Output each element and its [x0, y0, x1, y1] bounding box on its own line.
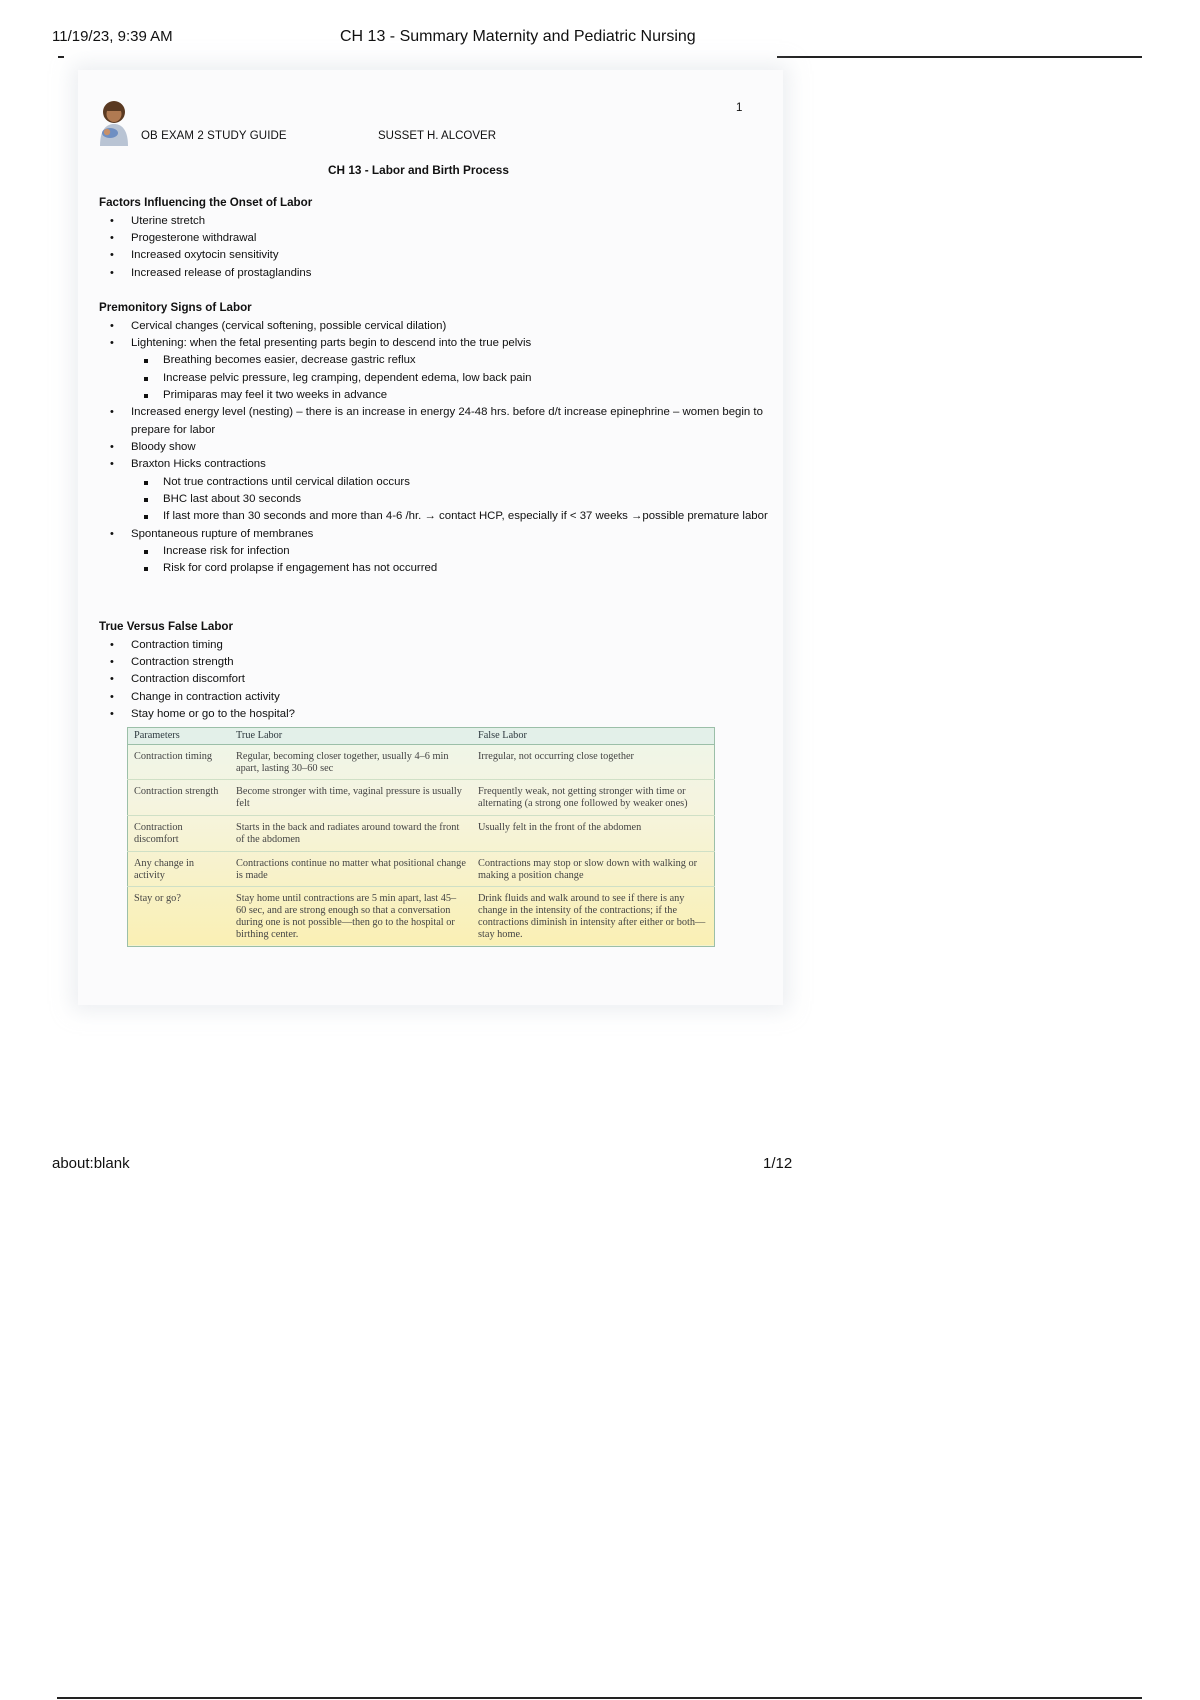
sub-list-item: Increase pelvic pressure, leg cramping, dependent edema, low back pain [131, 370, 779, 387]
table-row [128, 887, 715, 946]
list-item: • Bloody show [99, 439, 779, 456]
table-row [128, 780, 715, 816]
author-name: SUSSET H. ALCOVER [378, 130, 497, 142]
footer-rule [57, 1697, 1142, 1699]
document-page-number: 1 [736, 102, 743, 114]
guide-name: OB EXAM 2 STUDY GUIDE [141, 130, 287, 142]
labor-comparison-table [127, 727, 715, 947]
table-row [128, 816, 715, 852]
print-datetime: 11/19/23, 9:39 AM [52, 28, 173, 45]
table-cell: Irregular, not occurring close together [472, 744, 715, 780]
table-row [128, 744, 715, 780]
list-item [99, 526, 779, 578]
table-cell: Become stronger with time, vaginal pressure is usually felt [230, 780, 472, 816]
table-cell: Regular, becoming closer together, usually 4–6 min apart, lasting 30–60 sec [230, 744, 472, 780]
table-cell: Contraction strength [128, 780, 231, 816]
table-cell: Frequently weak, not getting stronger with time or alternating (a strong one followed by weaker ones) [472, 780, 715, 816]
sub-list-item: Breathing becomes easier, decrease gastric reflux [131, 352, 779, 369]
section-heading: Premonitory Signs of Labor [99, 301, 252, 314]
document-body [78, 70, 783, 1005]
header-rule [777, 56, 1142, 58]
table-cell: Any change in activity [128, 851, 231, 887]
section-heading: Factors Influencing the Onset of Labor [99, 196, 313, 209]
document-page [78, 70, 783, 1005]
list-item [99, 335, 779, 404]
list-item: • Cervical changes (cervical softening, possible cervical dilation) [99, 318, 779, 335]
nurse-holding-baby-icon [96, 100, 134, 146]
sub-list-item: Risk for cord prolapse if engagement has not occurred [131, 560, 779, 577]
list-item [99, 456, 779, 525]
header-dash [58, 56, 64, 58]
list-item-text: Braxton Hicks contractions [131, 458, 266, 471]
section-true-vs-false [99, 618, 779, 723]
table-cell: Drink fluids and walk around to see if there is any change in the intensity of the contractions; if the contractions diminish in intensity after either or both—stay home. [472, 887, 715, 946]
list-item: • Progesterone withdrawal [99, 230, 779, 247]
section-premonitory-signs [99, 299, 779, 578]
table-cell: Contraction timing [128, 744, 231, 780]
list-item: • Increased release of prostaglandins [99, 265, 779, 282]
print-title: CH 13 - Summary Maternity and Pediatric Nursing [340, 28, 696, 45]
table-header-cell: True Labor [230, 728, 472, 745]
table-cell: Usually felt in the front of the abdomen [472, 816, 715, 852]
sub-list-item: If last more than 30 seconds and more than 4-6 /hr. → contact HCP, especially if < 37 weeks →possible premature labor [131, 508, 779, 525]
list-item: • Stay home or go to the hospital? [99, 706, 779, 723]
table-cell: Stay or go? [128, 887, 231, 946]
list-item-text: Spontaneous rupture of membranes [131, 527, 314, 540]
sub-list-item: Increase risk for infection [131, 543, 779, 560]
list-item-text: Lightening: when the fetal presenting parts begin to descend into the true pelvis [131, 336, 532, 349]
list-item: • Increased oxytocin sensitivity [99, 247, 779, 264]
print-page-count: 1/12 [763, 1155, 793, 1172]
table-cell: Contractions may stop or slow down with walking or making a position change [472, 851, 715, 887]
list-item: • Contraction discomfort [99, 671, 779, 688]
list-item: • Contraction strength [99, 654, 779, 671]
list-item: • Change in contraction activity [99, 689, 779, 706]
print-footer [52, 1155, 812, 1177]
sub-list-item: Primiparas may feel it two weeks in advance [131, 387, 779, 404]
sub-list-item: Not true contractions until cervical dilation occurs [131, 474, 779, 491]
sub-list-item: BHC last about 30 seconds [131, 491, 779, 508]
print-url: about:blank [52, 1155, 130, 1172]
table-cell: Contractions continue no matter what positional change is made [230, 851, 472, 887]
section-heading: True Versus False Labor [99, 620, 234, 633]
print-header [52, 28, 1152, 52]
list-item: • Contraction timing [99, 637, 779, 654]
list-item: • Increased energy level (nesting) – there is an increase in energy 24-48 hrs. before d/t increase epinephrine – women begin to prepare for labor [99, 404, 779, 439]
table-header-row [128, 728, 715, 745]
section-onset-factors [99, 194, 779, 282]
table-header-cell: Parameters [128, 728, 231, 745]
table-cell: Stay home until contractions are 5 min apart, last 45–60 sec, and are strong enough so that a conversation during one is not possible—then go to the hospital or birthing center. [230, 887, 472, 946]
table-cell: Starts in the back and radiates around toward the front of the abdomen [230, 816, 472, 852]
list-item: • Uterine stretch [99, 213, 779, 230]
table-row [128, 851, 715, 887]
table-cell: Contraction discomfort [128, 816, 231, 852]
table-header-cell: False Labor [472, 728, 715, 745]
chapter-title: CH 13 - Labor and Birth Process [328, 163, 509, 177]
